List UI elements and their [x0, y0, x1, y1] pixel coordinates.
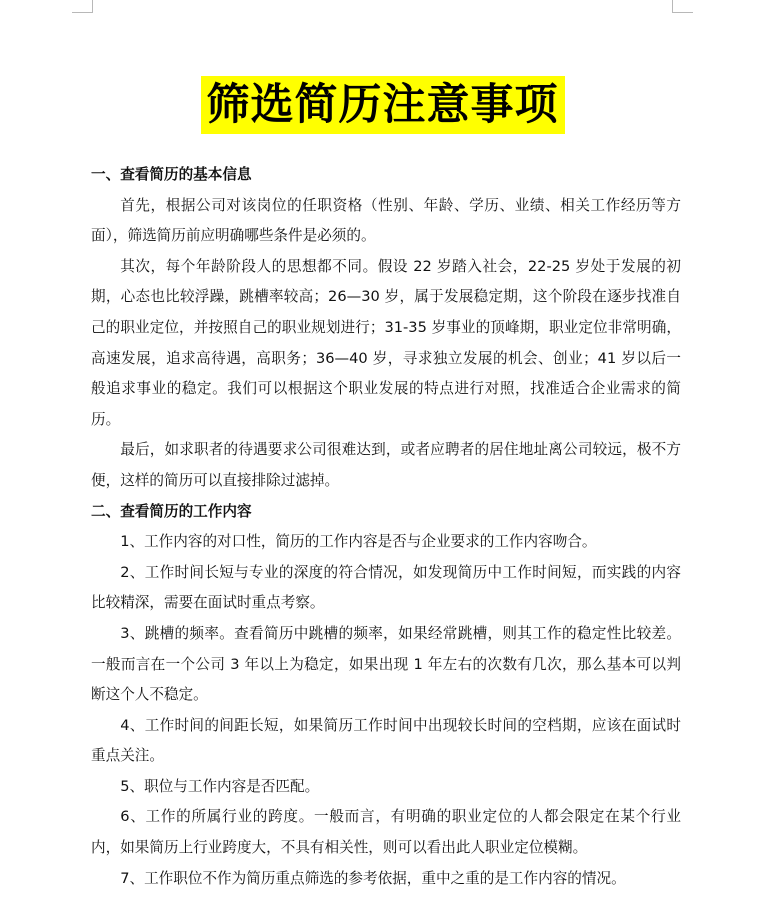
list-item: 1、工作内容的对口性，简历的工作内容是否与企业要求的工作内容吻合。 — [120, 533, 597, 551]
paragraph: 首先，根据公司对该岗位的任职资格（性别、年龄、学历、业绩、相关工作经历等方面），筛选简历前应明确哪些条件是必须的。 — [91, 196, 681, 245]
document-body — [91, 160, 681, 894]
list-item: 7、工作职位不作为简历重点筛选的参考依据，重中之重的是工作内容的情况。 — [120, 869, 626, 887]
paragraph: 其次，每个年龄阶段人的思想都不同。假设 22 岁踏入社会，22-25 岁处于发展的初期，心态也比较浮躁，跳槽率较高；26—30 岁，属于发展稳定期，这个阶段在逐步找准自己的职业定位，并按照自己的职业规划进行；31-35 岁事业的顶峰期，职业定位非常明确，高速发展，追求高待遇，高职务；36—40 岁，寻求独立发展的机会、创业；41 岁以后一般追求事业的稳定。我们可以根据这个职业发展的特点进行对照，找准适合企业需求的简历。 — [91, 257, 681, 428]
crop-mark-top-left — [72, 0, 93, 13]
list-item: 4、工作时间的间距长短，如果简历工作时间中出现较长时间的空档期，应该在面试时重点关注。 — [91, 716, 681, 765]
list-item: 3、跳槽的频率。查看简历中跳槽的频率，如果经常跳槽，则其工作的稳定性比较差。一般而言在一个公司 3 年以上为稳定，如果出现 1 年左右的次数有几次，那么基本可以判断这个人不稳定。 — [91, 624, 681, 704]
section-heading: 二、查看简历的工作内容 — [91, 502, 252, 520]
list-item: 6、工作的所属行业的跨度。一般而言，有明确的职业定位的人都会限定在某个行业内，如果简历上行业跨度大，不具有相关性，则可以看出此人职业定位模糊。 — [91, 808, 681, 857]
paragraph: 最后，如求职者的待遇要求公司很难达到，或者应聘者的居住地址离公司较远，极不方便，这样的简历可以直接排除过滤掉。 — [91, 441, 681, 489]
crop-mark-top-right — [672, 0, 693, 13]
section-heading: 一、查看简历的基本信息 — [91, 166, 252, 183]
list-item: 2、工作时间长短与专业的深度的符合情况，如发现简历中工作时间短，而实践的内容比较精深，需要在面试时重点考察。 — [91, 563, 681, 612]
title-container — [0, 76, 765, 134]
list-item: 5、职位与工作内容是否匹配。 — [120, 777, 320, 795]
document-title: 筛选简历注意事项 — [201, 76, 565, 134]
